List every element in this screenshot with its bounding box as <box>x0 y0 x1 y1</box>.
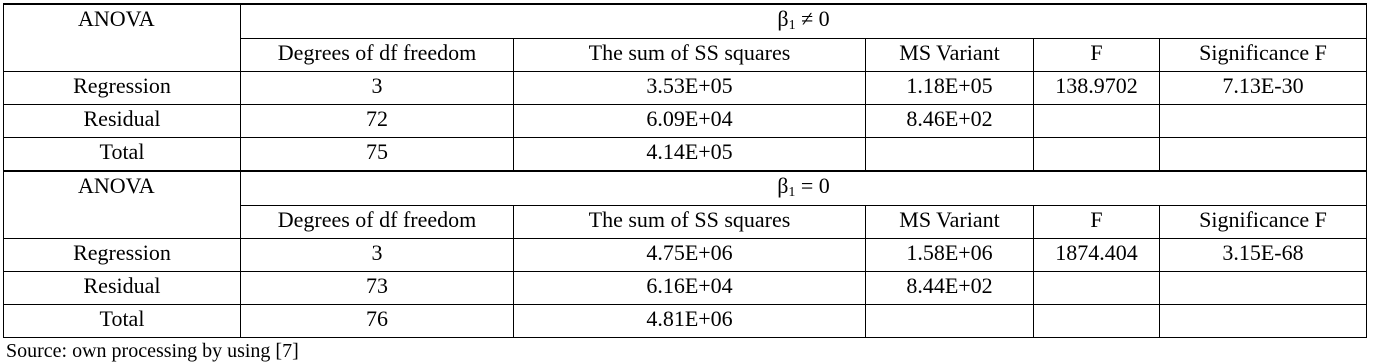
beta-symbol: β <box>777 6 789 31</box>
beta-symbol: β <box>777 172 789 198</box>
col-header-ss: The sum of SS squares <box>514 205 866 238</box>
anova-table <box>3 3 1367 338</box>
col-header-f: F <box>1034 39 1160 72</box>
condition-header <box>241 171 1367 206</box>
cell-ms: 1.58E+06 <box>866 238 1034 271</box>
cell-ss: 4.14E+05 <box>514 138 866 171</box>
cell-significance: 3.15E-68 <box>1160 238 1367 271</box>
anova-corner-label: ANOVA <box>4 4 241 72</box>
cell-ss: 6.16E+04 <box>514 271 866 304</box>
cell-significance: 7.13E-30 <box>1160 72 1367 105</box>
cell-ss: 3.53E+05 <box>514 72 866 105</box>
cell-ss: 4.75E+06 <box>514 238 866 271</box>
col-header-df: Degrees of df freedom <box>241 205 514 238</box>
cell-f: 138.9702 <box>1034 72 1160 105</box>
beta-subscript: 1 <box>788 184 796 200</box>
row-label: Residual <box>4 271 241 304</box>
row-label: Regression <box>4 72 241 105</box>
cell-significance <box>1160 304 1367 337</box>
col-header-ms: MS Variant <box>866 205 1034 238</box>
row-label: Regression <box>4 238 241 271</box>
cell-ms: 8.46E+02 <box>866 105 1034 138</box>
cell-ss: 6.09E+04 <box>514 105 866 138</box>
table-row <box>4 238 1367 271</box>
cell-ms <box>866 304 1034 337</box>
anova-corner-label: ANOVA <box>4 171 241 239</box>
table-row <box>4 138 1367 171</box>
table-row <box>4 304 1367 337</box>
col-header-significance: Significance F <box>1160 205 1367 238</box>
condition-relation: = 0 <box>795 172 830 198</box>
col-header-f: F <box>1034 205 1160 238</box>
col-header-df: Degrees of df freedom <box>241 39 514 72</box>
cell-df: 3 <box>241 72 514 105</box>
row-label: Residual <box>4 105 241 138</box>
beta-subscript: 1 <box>788 18 796 33</box>
condition-row <box>4 4 1367 39</box>
cell-ms: 8.44E+02 <box>866 271 1034 304</box>
col-header-ms: MS Variant <box>866 39 1034 72</box>
cell-df: 75 <box>241 138 514 171</box>
cell-df: 73 <box>241 271 514 304</box>
cell-f <box>1034 271 1160 304</box>
col-header-ss: The sum of SS squares <box>514 39 866 72</box>
cell-ss: 4.81E+06 <box>514 304 866 337</box>
cell-f <box>1034 138 1160 171</box>
cell-significance <box>1160 105 1367 138</box>
cell-df: 3 <box>241 238 514 271</box>
cell-ms: 1.18E+05 <box>866 72 1034 105</box>
row-label: Total <box>4 304 241 337</box>
cell-ms <box>866 138 1034 171</box>
table-row <box>4 72 1367 105</box>
table-row <box>4 105 1367 138</box>
row-label: Total <box>4 138 241 171</box>
condition-row <box>4 171 1367 206</box>
condition-header <box>241 4 1367 39</box>
cell-f: 1874.404 <box>1034 238 1160 271</box>
cell-f <box>1034 105 1160 138</box>
cell-significance <box>1160 271 1367 304</box>
table-row <box>4 271 1367 304</box>
cell-significance <box>1160 138 1367 171</box>
condition-relation: ≠ 0 <box>795 6 830 31</box>
cell-df: 72 <box>241 105 514 138</box>
source-note: Source: own processing by using [7] <box>6 340 299 362</box>
cell-f <box>1034 304 1160 337</box>
cell-df: 76 <box>241 304 514 337</box>
col-header-significance: Significance F <box>1160 39 1367 72</box>
